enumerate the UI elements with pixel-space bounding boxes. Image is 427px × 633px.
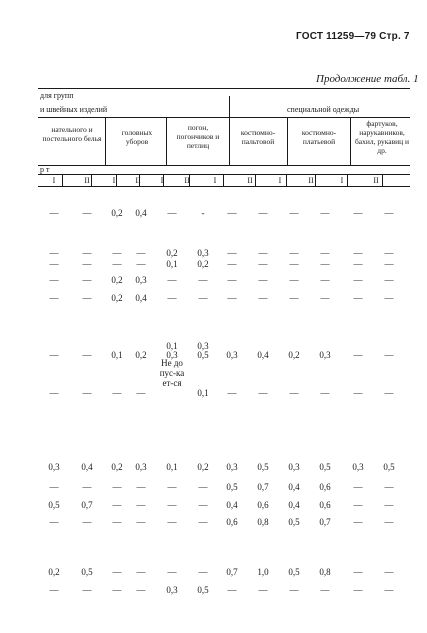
table-cell: 0,4 <box>226 500 238 510</box>
sub-label: I <box>213 176 217 185</box>
table-cell: — <box>353 293 363 303</box>
table-cell: — <box>289 585 299 595</box>
group-header-rule <box>38 117 410 118</box>
sub-header-rule <box>38 186 410 187</box>
table-cell: 0,2 <box>288 350 300 360</box>
column-header: костюмно-платьевой <box>301 128 337 146</box>
table-cell: 0,1 <box>197 388 209 398</box>
table-cell: 0,7 <box>319 517 331 527</box>
table-cell: 0,4 <box>135 293 147 303</box>
table-cell: 0,2 <box>135 350 147 360</box>
table-cell: 0,4 <box>135 208 147 218</box>
table-cell: — <box>353 500 363 510</box>
table-cell: — <box>227 275 237 285</box>
table-cell: 0,3 <box>135 275 147 285</box>
row-label: р т <box>40 165 50 174</box>
table-cell: 0,4 <box>288 500 300 510</box>
sub-label: I <box>340 176 344 185</box>
table-cell: — <box>227 293 237 303</box>
table-cell: — <box>384 293 394 303</box>
table-cell: 0,3 <box>48 462 60 472</box>
table-cell: — <box>136 388 146 398</box>
sub-label: II <box>247 176 253 185</box>
table-cell: — <box>353 388 363 398</box>
table-cell: — <box>384 517 394 527</box>
table-cell: — <box>167 567 177 577</box>
table-cell: — <box>167 482 177 492</box>
table-cell: — <box>49 388 59 398</box>
table-cell: — <box>353 567 363 577</box>
table-cell: — <box>49 482 59 492</box>
table-cell: — <box>227 259 237 269</box>
table-cell: 0,8 <box>257 517 269 527</box>
col-divider-4 <box>287 117 288 166</box>
table-cell: — <box>289 248 299 258</box>
column-header: фартуков, нарукавников, бахил, рукавиц и др. <box>354 119 410 155</box>
table-cell: — <box>227 388 237 398</box>
table-cell: — <box>49 275 59 285</box>
column-header-rule <box>38 165 410 166</box>
sub-label: II <box>373 176 379 185</box>
page-header: ГОСТ 11259—79 Стр. 7 <box>296 31 410 42</box>
table-cell: 0,1 <box>166 341 178 351</box>
table-cell: — <box>384 388 394 398</box>
table-cell: — <box>353 585 363 595</box>
table-cell: 0,2 <box>111 462 123 472</box>
table-cell: 0,2 <box>111 275 123 285</box>
table-cell: — <box>82 248 92 258</box>
table-cell: — <box>198 500 208 510</box>
table-cell: 0,5 <box>288 567 300 577</box>
table-continuation-label: Продолжение табл. 1 <box>316 73 419 85</box>
table-cell: — <box>112 517 122 527</box>
table-cell: — <box>198 482 208 492</box>
table-cell: 0,3 <box>226 462 238 472</box>
group-header-right: специальной одежды <box>287 105 360 114</box>
sub-label: II <box>184 176 190 185</box>
table-cell: 0,6 <box>319 482 331 492</box>
table-cell: 0,2 <box>48 567 60 577</box>
table-cell: — <box>82 350 92 360</box>
col-divider-2 <box>166 117 167 166</box>
sub-label: II <box>135 176 141 185</box>
table-cell: — <box>258 585 268 595</box>
table-cell: — <box>353 248 363 258</box>
table-cell: 0,2 <box>197 259 209 269</box>
table-cell: 0,4 <box>81 462 93 472</box>
col-divider-5 <box>350 117 351 166</box>
table-cell: 0,3 <box>197 341 209 351</box>
column-header: нательного и постельного белья <box>42 125 102 143</box>
table-cell: 0,3 <box>226 350 238 360</box>
table-cell: — <box>320 585 330 595</box>
table-cell: — <box>258 293 268 303</box>
table-cell: — <box>112 500 122 510</box>
table-top-rule <box>38 88 410 89</box>
table-cell: — <box>136 585 146 595</box>
table-cell: 0,3 <box>135 462 147 472</box>
table-cell: — <box>320 293 330 303</box>
table-cell: Не допус-кает-ся <box>159 358 185 388</box>
table-cell: — <box>82 517 92 527</box>
table-cell: — <box>49 585 59 595</box>
table-cell: 0,5 <box>48 500 60 510</box>
table-cell: — <box>384 259 394 269</box>
table-cell: — <box>136 482 146 492</box>
table-cell: — <box>112 388 122 398</box>
table-cell: 0,5 <box>257 462 269 472</box>
table-cell: 0,5 <box>81 567 93 577</box>
table-cell: — <box>258 388 268 398</box>
table-cell: — <box>49 517 59 527</box>
table-cell: 0,8 <box>319 567 331 577</box>
table-cell: — <box>258 259 268 269</box>
table-cell: — <box>82 585 92 595</box>
table-cell: — <box>384 350 394 360</box>
group-divider <box>229 96 230 166</box>
table-cell: — <box>49 350 59 360</box>
table-cell: 0,2 <box>111 208 123 218</box>
table-cell: — <box>289 275 299 285</box>
column-header: погон, погончиков и петлиц <box>176 123 220 150</box>
table-cell: 0,3 <box>288 462 300 472</box>
table-cell: — <box>227 248 237 258</box>
table-cell: — <box>353 350 363 360</box>
table-cell: — <box>112 567 122 577</box>
table-cell: — <box>384 275 394 285</box>
table-cell: — <box>320 388 330 398</box>
sub-label: I <box>52 176 56 185</box>
table-cell: — <box>82 293 92 303</box>
table-cell: — <box>82 208 92 218</box>
table-cell: — <box>112 248 122 258</box>
table-cell: 0,2 <box>166 248 178 258</box>
table-cell: — <box>289 293 299 303</box>
table-cell: 0,5 <box>197 585 209 595</box>
table-cell: — <box>384 567 394 577</box>
table-cell: — <box>320 259 330 269</box>
table-cell: — <box>384 248 394 258</box>
table-cell: — <box>320 248 330 258</box>
table-cell: — <box>167 275 177 285</box>
table-cell: — <box>353 517 363 527</box>
table-cell: 0,6 <box>319 500 331 510</box>
table-cell: — <box>112 585 122 595</box>
table-cell: — <box>353 482 363 492</box>
table-cell: — <box>289 259 299 269</box>
table-cell: 0,2 <box>111 293 123 303</box>
table-cell: 0,7 <box>226 567 238 577</box>
table-cell: 0,6 <box>257 500 269 510</box>
table-cell: 0,3 <box>319 350 331 360</box>
table-cell: 0,5 <box>383 462 395 472</box>
table-cell: 0,5 <box>226 482 238 492</box>
table-cell: — <box>289 208 299 218</box>
sub-label: I <box>112 176 116 185</box>
table-cell: 0,1 <box>111 350 123 360</box>
table-cell: — <box>136 517 146 527</box>
sub-label: II <box>84 176 90 185</box>
table-cell: — <box>384 585 394 595</box>
table-cell: — <box>384 482 394 492</box>
table-cell: — <box>82 275 92 285</box>
table-cell: — <box>49 208 59 218</box>
sub-label: I <box>160 176 164 185</box>
table-cell: — <box>167 208 177 218</box>
table-cell: — <box>167 293 177 303</box>
group-header-top: для групп <box>40 91 74 100</box>
column-header: костюмно-пальтовой <box>240 128 276 146</box>
sub-label: II <box>308 176 314 185</box>
table-cell: — <box>289 388 299 398</box>
table-cell: — <box>258 248 268 258</box>
table-cell: — <box>320 275 330 285</box>
sub-label: I <box>278 176 282 185</box>
group-header-left: и швейных изделий <box>40 105 108 114</box>
table-cell: — <box>258 275 268 285</box>
row-label-rule <box>38 174 410 175</box>
table-cell: — <box>320 208 330 218</box>
table-cell: — <box>136 567 146 577</box>
table-cell: — <box>82 388 92 398</box>
table-cell: 0,4 <box>257 350 269 360</box>
table-cell: 0,3 <box>166 585 178 595</box>
table-cell: — <box>258 208 268 218</box>
table-cell: — <box>49 293 59 303</box>
table-cell: 0,7 <box>257 482 269 492</box>
table-cell: — <box>227 208 237 218</box>
table-cell: — <box>82 259 92 269</box>
table-cell: 0,2 <box>197 462 209 472</box>
table-cell: 0,3 <box>197 248 209 258</box>
table-cell: 0,3 <box>352 462 364 472</box>
table-cell: — <box>112 482 122 492</box>
table-cell: — <box>112 259 122 269</box>
column-header: головных уборов <box>121 128 153 146</box>
table-cell: — <box>167 500 177 510</box>
table-cell: — <box>49 248 59 258</box>
table-cell: — <box>353 208 363 218</box>
table-cell: — <box>82 482 92 492</box>
table-cell: — <box>198 275 208 285</box>
table-cell: — <box>353 275 363 285</box>
table-cell: — <box>198 293 208 303</box>
table-cell: 0,6 <box>226 517 238 527</box>
table-cell: — <box>136 500 146 510</box>
table-cell: — <box>136 259 146 269</box>
table-cell: — <box>49 259 59 269</box>
col-divider-1 <box>105 117 106 166</box>
table-cell: — <box>198 567 208 577</box>
table-cell: 0,5 <box>319 462 331 472</box>
table-cell: — <box>384 500 394 510</box>
table-cell: 0,1 <box>166 259 178 269</box>
table-cell: 0,7 <box>81 500 93 510</box>
table-cell: — <box>198 517 208 527</box>
table-cell: 0,1 <box>166 462 178 472</box>
table-cell: 0,4 <box>288 482 300 492</box>
table-cell: — <box>227 585 237 595</box>
table-cell: 0,5 <box>197 350 209 360</box>
table-cell: — <box>384 208 394 218</box>
table-cell: — <box>353 259 363 269</box>
table-cell: — <box>136 248 146 258</box>
table-cell: — <box>167 517 177 527</box>
table-cell: 0,3 <box>166 350 178 360</box>
table-cell: 1,0 <box>257 567 269 577</box>
table-cell: 0,5 <box>288 517 300 527</box>
table-cell: - <box>201 208 205 218</box>
